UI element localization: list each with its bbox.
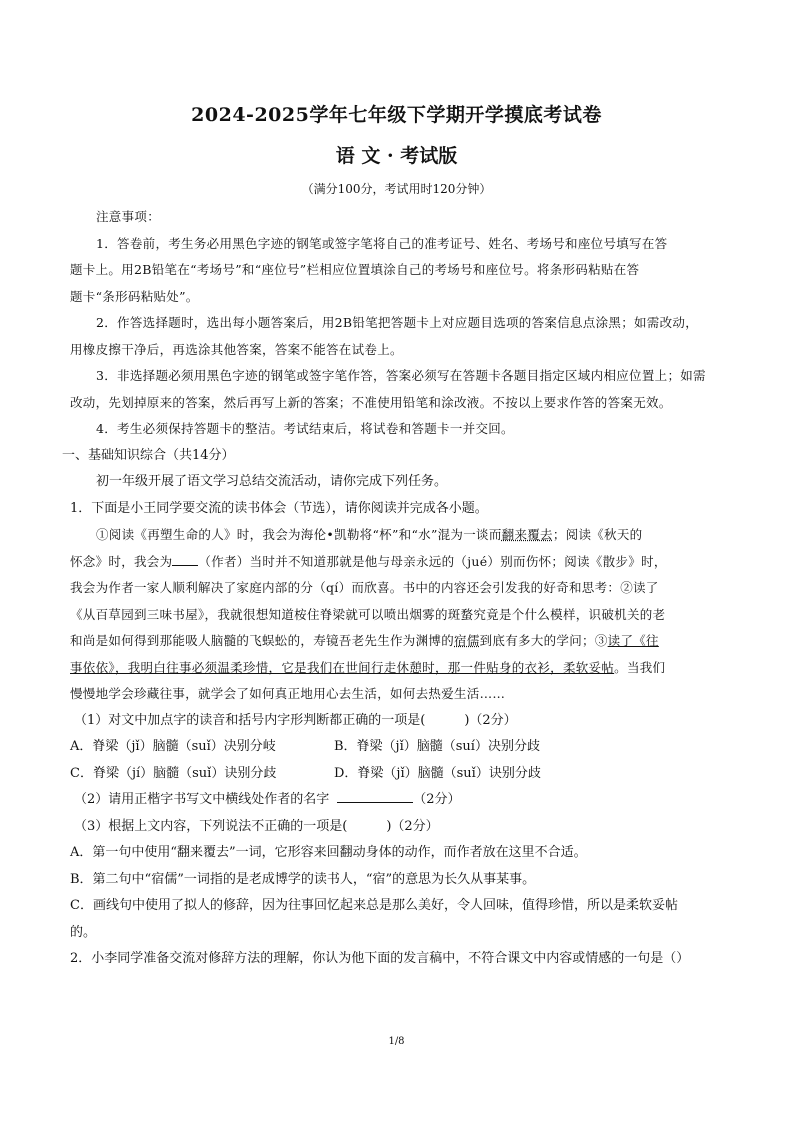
question-1-1-option-d: D．脊梁（jǐ）脑髓（suǐ）诀别分歧 — [334, 765, 541, 781]
notice-item-4: 4．考生必须保持答题卡的整洁。考试结束后，将试卷和答题卡一并交回。 — [96, 421, 514, 436]
passage-line-1 — [70, 522, 738, 549]
question-1-2-stem: （2）请用正楷字书写文中横线处作者的名字 — [74, 792, 330, 807]
passage-line-2 — [70, 549, 738, 576]
passage-highlight-fanlaifuqu: 翻来覆去 — [501, 527, 553, 542]
notice-item-1-line-1: 1．答卷前，考生务必用黑色字迹的钢笔或签字笔将自己的准考证号、姓名、考场号和座位号填写在答 — [96, 235, 668, 251]
passage-highlight-suru: 宿儒 — [454, 633, 480, 648]
section-1-intro: 初一年级开展了语文学习总结交流活动，请你完成下列任务。 — [96, 474, 448, 489]
notice-item-2-line-1: 2．作答选择题时，选出每小题答案后，用2B铅笔把答题卡上对应题目选项的答案信息点涂黑；如需改动， — [96, 315, 698, 330]
exam-subject: 语 文 · 考试版 — [335, 145, 458, 167]
passage-line-5-a: 和尚是如何得到那能吸人脑髓的飞蜈蚣的，寿镜吾老先生作为渊博的 — [70, 633, 455, 648]
passage-line-5 — [70, 628, 738, 655]
question-1-1-option-a: A．脊梁（jǐ）脑髓（suǐ）决别分岐 — [70, 739, 276, 754]
question-1-1-options-cd — [70, 761, 738, 788]
passage-line-2-a: 怀念》时，我会为 — [70, 553, 173, 569]
question-1-1-option-c: C．脊梁（jí）脑髓（suǐ）诀别分歧 — [70, 765, 277, 781]
question-1-3-option-b: B．第二句中“宿儒”一词指的是老成博学的读书人，“宿”的意思为长久从事某事。 — [70, 871, 536, 887]
section-1-heading: 一、基础知识综合（共14分） — [62, 447, 235, 463]
passage-underline-start: 读了《往 — [607, 633, 659, 648]
page-number: 1/8 — [388, 1036, 405, 1047]
passage-line-4: 《从百草园到三味书屋》，我就很想知道桉住脊梁就可以喷出烟雾的斑蝥究竟是个什么模样，识破机关的老 — [70, 606, 666, 622]
question-1-1-stem: （1）对文中加点字的读音和括号内字形判断都正确的一项是( )（2分） — [74, 712, 517, 728]
question-1-1-option-b: B．脊梁（jǐ）脑髓（suí）决别分歧 — [334, 739, 540, 754]
question-1-3-stem: （3）根据上文内容，下列说法不正确的一项是( )（2分） — [74, 818, 439, 834]
passage-line-2-b: （作者）当时并不知道那就是他与母亲永远的（jué）别而伤怀；阅读《散步》时， — [198, 553, 667, 569]
question-1-3-option-c-line-2: 的。 — [70, 924, 97, 940]
question-2-stem: 2．小李同学准备交流对修辞方法的理解，你认为他下面的发言稿中，不符合课文中内容或情感的一句是（） — [70, 951, 690, 966]
notice-item-2-line-2: 用橡皮擦干净后，再选涂其他答案，答案不能答在试卷上。 — [70, 341, 403, 357]
question-1-2-answer-blank — [337, 790, 413, 803]
question-1-1-options-ab — [70, 734, 738, 761]
passage-line-6 — [70, 655, 738, 682]
exam-body — [62, 204, 738, 973]
notice-heading: 注意事项： — [96, 209, 161, 224]
question-1-stem: 1．下面是小王同学要交流的读书体会（节选），请你阅读并完成各小题。 — [70, 500, 488, 516]
passage-line-5-b: 到底有多大的学问；③ — [479, 633, 608, 648]
passage-line-7: 慢慢地学会珍藏往事，就学会了如何真正地用心去生活，如何去热爱生活…… — [70, 686, 506, 701]
exam-title: 2024-2025学年七年级下学期开学摸底考试卷 — [191, 104, 602, 126]
passage-line-1-b: ；阅读《秋天的 — [552, 527, 643, 542]
notice-item-3-line-2: 改动，先划掉原来的答案，然后再写上新的答案；不准使用铅笔和涂改液。不按以上要求作答的答案无效。 — [70, 394, 672, 410]
exam-meta: （满分100分，考试用时120分钟） — [301, 182, 492, 196]
question-1-2 — [70, 787, 738, 814]
passage-line-1-a: ①阅读《再塑生命的人》时，我会为海伦•凯勒将“杯”和“水”混为一谈而 — [96, 527, 502, 542]
passage-underline-sentence: 事依依》，我明白往事必须温柔珍惜，它是我们在世间行走休憩时，那一件贴身的衣衫，柔软妥帖 — [70, 659, 615, 675]
notice-item-1-line-3: 题卡“条形码粘贴处”。 — [70, 288, 199, 304]
question-1-3-option-c-line-1: C．画线句中使用了拟人的修辞，因为往事回忆起来总是那么美好，令人回味，值得珍惜，所以是柔软妥帖 — [70, 898, 678, 913]
question-1-2-score: （2分） — [413, 792, 461, 807]
notice-item-3-line-1: 3．非选择题必须用黑色字迹的钢笔或签字笔作答，答案必须写在答题卡各题目指定区域内相应位置上；如需 — [96, 368, 706, 383]
passage-line-6-b: 。当我们 — [614, 659, 666, 675]
passage-line-3: 我会为作者一家人顺利解决了家庭内部的分（qí）而欣喜。书中的内容还会引发我的好奇和思考：②读了 — [70, 580, 659, 595]
author-blank — [172, 553, 198, 566]
question-1-3-option-a: A．第一句中使用“翻来覆去”一词，它形容来回翻动身体的动作，而作者放在这里不合适。 — [70, 845, 587, 860]
notice-item-1-line-2: 题卡上。用2B铅笔在“考场号”和“座位号”栏相应位置填涂自己的考场号和座位号。将条形码粘贴在答 — [70, 262, 640, 277]
